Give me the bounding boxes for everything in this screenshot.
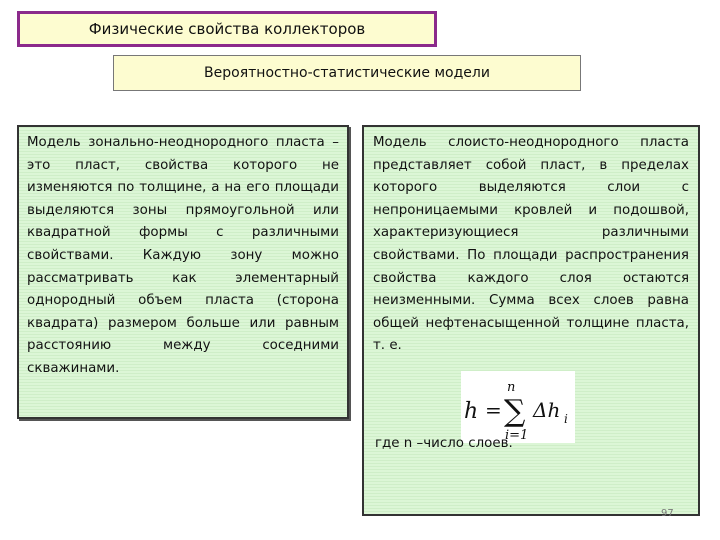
formula-sum-symbol: ∑ bbox=[504, 394, 526, 429]
formula-term: Δh bbox=[533, 398, 561, 422]
formula-term-subscript: i bbox=[564, 412, 568, 426]
slide-subtitle: Вероятностно-статистические модели bbox=[204, 65, 490, 81]
slide-title: Физические свойства коллекторов bbox=[88, 20, 366, 38]
slide-title-box bbox=[17, 11, 437, 47]
formula-lower-limit: i=1 bbox=[505, 428, 529, 443]
zonal-model-panel bbox=[17, 125, 349, 419]
formula-caption: где n –число слоев. bbox=[375, 436, 513, 451]
layered-model-panel bbox=[362, 125, 700, 516]
formula-equals: = bbox=[485, 398, 502, 422]
slide-subtitle-box bbox=[113, 55, 581, 91]
formula-lhs: h bbox=[464, 399, 479, 424]
layered-model-text: Модель слоисто-неоднородного пласта представляет собой пласт, в пределах которого выделяются слои с непроницаемыми кровлей и подошвой, характеризующиеся различными свойствами. По площади распространения свойства каждого слоя остаются неизменными. Сумма всех слоев равна общей нефтенасыщенной толщине пласта, т. е. bbox=[373, 135, 689, 354]
formula-upper-limit: n bbox=[507, 380, 516, 395]
zonal-model-text: Модель зонально-неоднородного пласта – это пласт, свойства которого не изменяются по толщине, а на его площади выделяются зоны прямоугольной или квадратной формы с различными свойствами. Каждую зону можно рассматривать как элементарный однородный объем пласта (сторона квадрата) размером больше или равным расстоянию между соседними скважинами. bbox=[27, 135, 339, 376]
thickness-sum-formula bbox=[461, 371, 575, 443]
page-number: 97 bbox=[661, 508, 674, 519]
